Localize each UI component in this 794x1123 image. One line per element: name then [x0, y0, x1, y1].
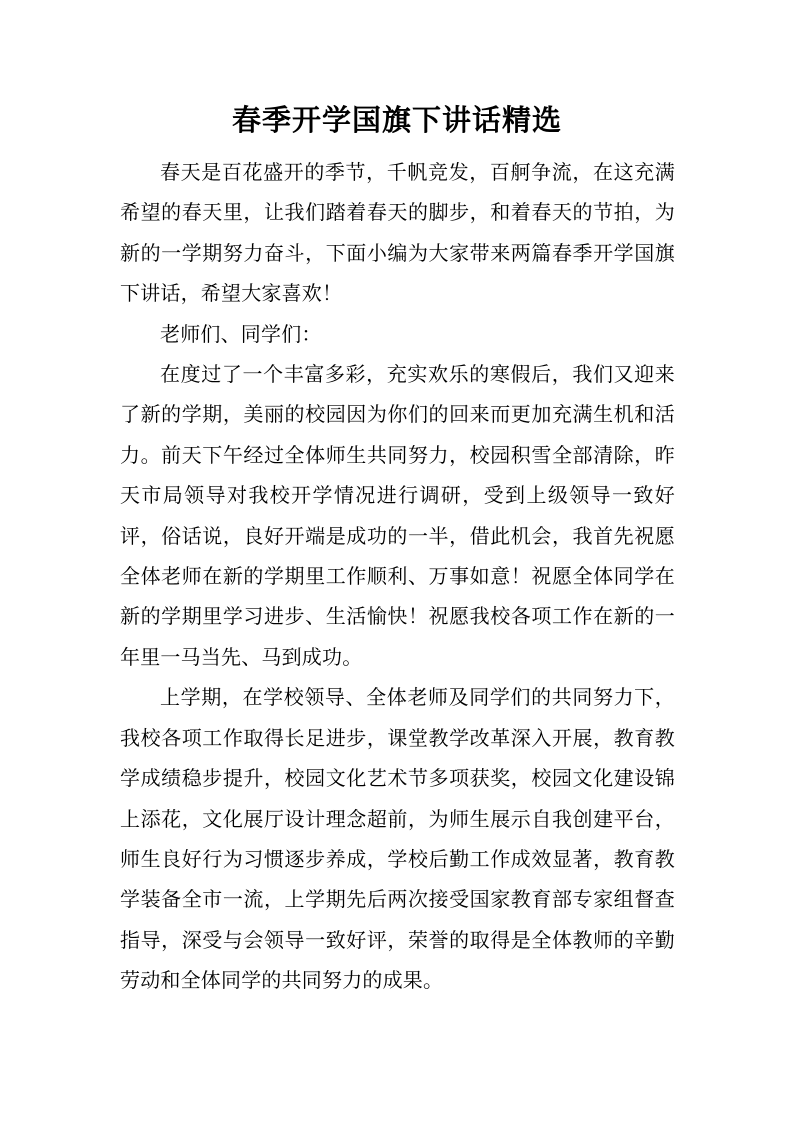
paragraph-last-semester: 上学期，在学校领导、全体老师及同学们的共同努力下，我校各项工作取得长足进步，课堂教学改革深入开展，教育教学成绩稳步提升，校园文化艺术节多项获奖，校园文化建设锦上添花，文化展厅设计理念超前，为师生展示自我创建平台，师生良好行为习惯逐步养成，学校后勤工作成效显著，教育教学装备全市一流，上学期先后两次接受国家教育部专家组督查指导，深受与会领导一致好评，荣誉的取得是全体教师的辛勤劳动和全体同学的共同努力的成果。: [120, 685, 675, 993]
document-body: [120, 152, 675, 1001]
document-title: 春季开学国旗下讲话精选: [231, 103, 562, 137]
paragraph-salutation: 老师们、同学们：: [160, 321, 322, 346]
paragraph-new-semester: 在度过了一个丰富多彩，充实欢乐的寒假后，我们又迎来了新的学期，美丽的校园因为你们的回来而更加充满生机和活力。前天下午经过全体师生共同努力，校园积雪全部清除，昨天市局领导对我校开学情况进行调研，受到上级领导一致好评，俗话说，良好开端是成功的一半，借此机会，我首先祝愿全体老师在新的学期里工作顺利、万事如意！祝愿全体同学在新的学期里学习进步、生活愉快！祝愿我校各项工作在新的一年里一马当先、马到成功。: [120, 362, 675, 669]
paragraph-intro: 春天是百花盛开的季节，千帆竞发，百舸争流，在这充满希望的春天里，让我们踏着春天的脚步，和着春天的节拍，为新的一学期努力奋斗，下面小编为大家带来两篇春季开学国旗下讲话，希望大家喜欢！: [120, 160, 675, 306]
